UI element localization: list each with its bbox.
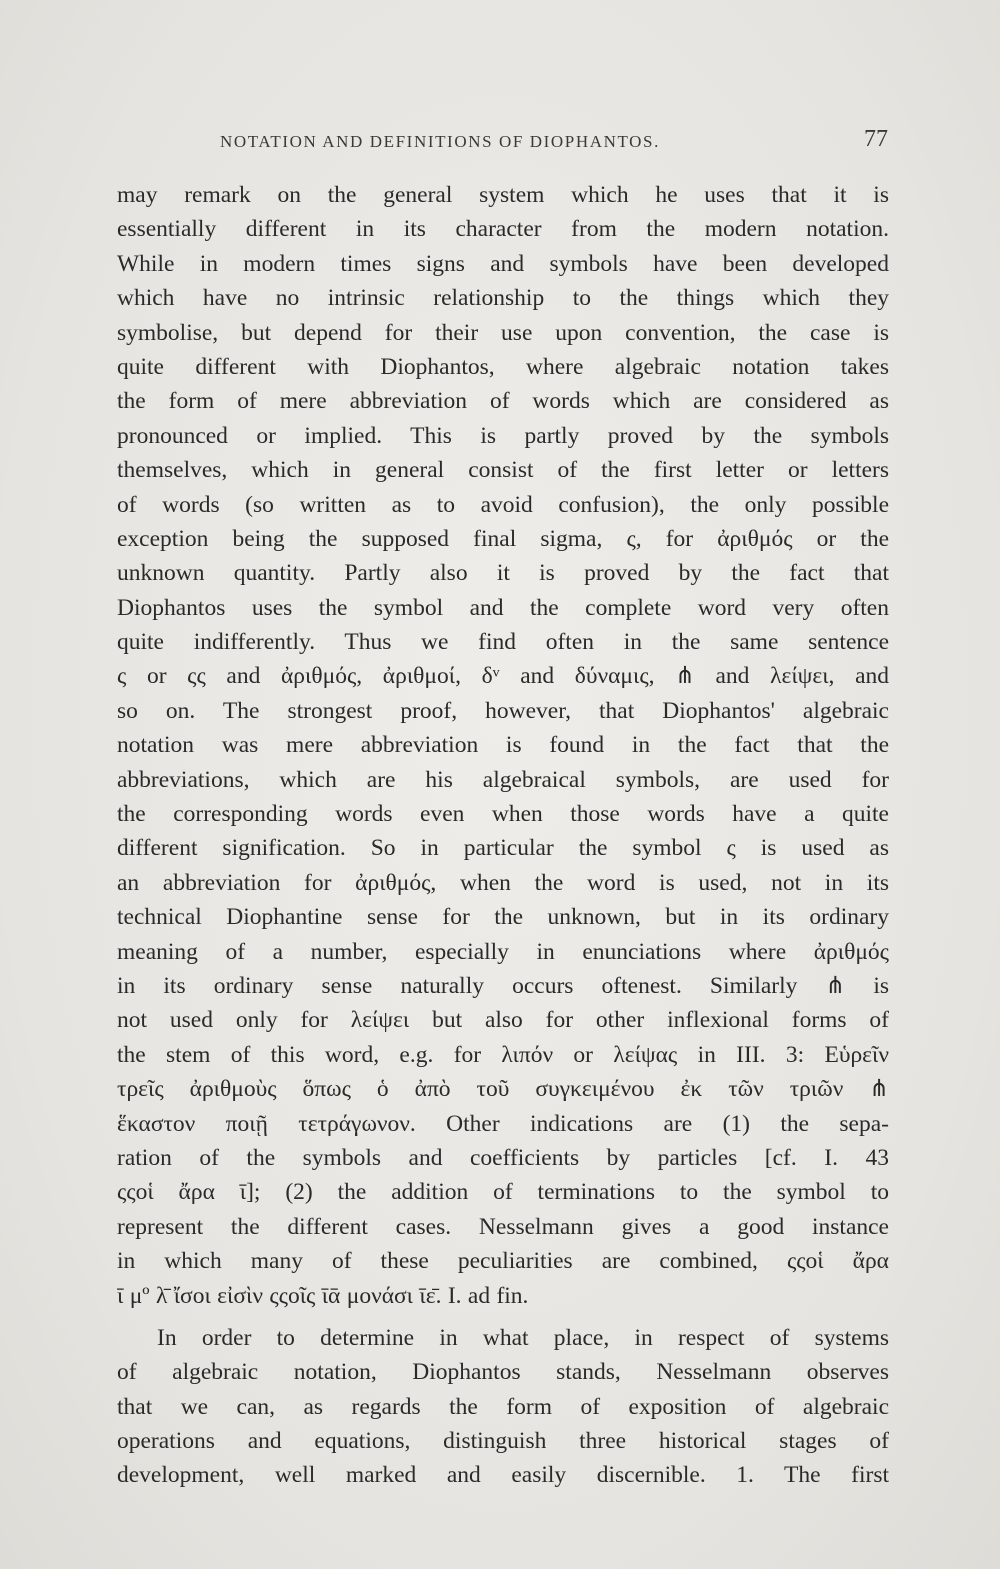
paragraph-2	[117, 1321, 889, 1493]
text-line: different signification. So in particular the symbol ς is used as	[117, 835, 889, 862]
paragraph-gap	[117, 1313, 889, 1321]
text-line: notation was mere abbreviation is found in the fact that the	[117, 732, 889, 759]
text-line: the stem of this word, e.g. for λιπόν or λείψας in III. 3: Εὑρεῖν	[117, 1041, 889, 1068]
text-line: may remark on the general system which he uses that it is	[117, 182, 889, 208]
text-line: which have no intrinsic relationship to the things which they	[117, 285, 889, 312]
text-line: quite indifferently. Thus we find often in the same sentence	[117, 629, 889, 656]
text-line: ἕκαστον ποιῇ τετράγωνον. Other indications are (1) the sepa-	[117, 1110, 889, 1137]
text-line: an abbreviation for ἀριθμός, when the word is used, not in its	[117, 869, 889, 896]
text-line: abbreviations, which are his algebraical symbols, are used for	[117, 766, 889, 793]
text-line: symbolise, but depend for their use upon convention, the case is	[117, 319, 889, 346]
text-line: not used only for λείψει but also for other inflexional forms of	[117, 1007, 889, 1034]
text-line: quite different with Diophantos, where algebraic notation takes	[117, 353, 889, 380]
text-line: of algebraic notation, Diophantos stands, Nesselmann observes	[117, 1359, 889, 1386]
text-line: the form of mere abbreviation of words which are considered as	[117, 388, 889, 415]
body-text	[117, 178, 889, 1493]
text-line: ς or ςς and ἀριθμός, ἀριθμοί, δᵛ and δύναμις, ⋔ and λείψει, and	[117, 663, 889, 690]
text-line: technical Diophantine sense for the unknown, but in its ordinary	[117, 904, 889, 931]
page-header	[118, 122, 888, 162]
text-line: the corresponding words even when those words have a quite	[117, 801, 889, 828]
page-number: 77	[864, 126, 888, 152]
text-line: in its ordinary sense naturally occurs oftenest. Similarly ⋔ is	[117, 972, 889, 999]
text-line: in which many of these peculiarities are combined, ςςοἱ ἄρα	[117, 1248, 889, 1275]
text-line: Diophantos uses the symbol and the complete word very often	[117, 594, 889, 621]
text-line: exception being the supposed final sigma, ς, for ἀριθμός or the	[117, 525, 889, 552]
text-line: meaning of a number, especially in enunciations where ἀριθμός	[117, 938, 889, 965]
text-line: In order to determine in what place, in respect of systems	[157, 1324, 889, 1351]
text-line: ςςοἱ ἄρα ῑ]; (2) the addition of terminations to the symbol to	[117, 1179, 889, 1206]
text-line: While in modern times signs and symbols have been developed	[117, 250, 889, 277]
text-line: represent the different cases. Nesselmann gives a good instance	[117, 1213, 889, 1240]
text-line: themselves, which in general consist of the first letter or letters	[117, 457, 889, 484]
text-line: τρεῖς ἀριθμοὺς ὅπως ὁ ἀπὸ τοῦ συγκειμένου ἐκ τῶν τριῶν ⋔	[117, 1076, 889, 1103]
text-line: so on. The strongest proof, however, that Diophantos' algebraic	[117, 697, 889, 724]
paragraph-1	[117, 178, 889, 1313]
text-line: pronounced or implied. This is partly proved by the symbols	[117, 422, 889, 449]
running-head: NOTATION AND DEFINITIONS OF DIOPHANTOS.	[220, 132, 660, 151]
text-line: ration of the symbols and coefficients by particles [cf. I. 43	[117, 1144, 889, 1171]
text-line: operations and equations, distinguish three historical stages of	[117, 1428, 889, 1455]
text-line: ῑ μº λ̄ ἴσοι εἰσὶν ςςοῖς ῑᾱ μονάσι ῑε̄. I. ad fin.	[117, 1282, 529, 1309]
text-line: that we can, as regards the form of exposition of algebraic	[117, 1393, 889, 1420]
text-line: of words (so written as to avoid confusion), the only possible	[117, 491, 889, 518]
text-line: unknown quantity. Partly also it is proved by the fact that	[117, 560, 889, 587]
text-line: essentially different in its character from the modern notation.	[117, 216, 889, 243]
text-line: development, well marked and easily discernible. 1. The first	[117, 1462, 889, 1489]
